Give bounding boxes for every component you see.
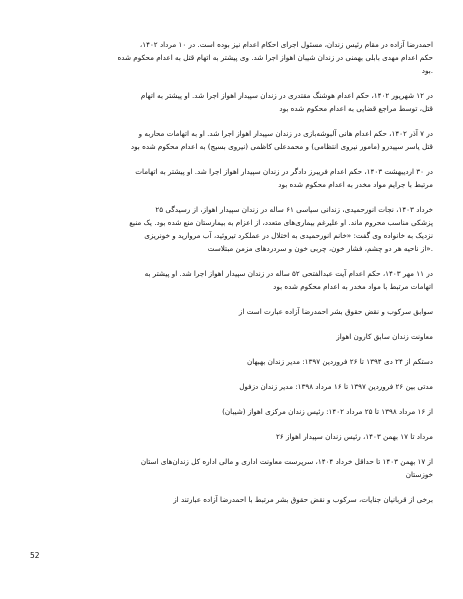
paragraph bbox=[30, 165, 433, 191]
paragraph bbox=[30, 127, 433, 153]
text-line: سوابق سرکوب و نقض حقوق بشر احمدرضا آزاده عبارت است از bbox=[238, 307, 433, 316]
text-line: حکم اعدام مهدی بابلی بهمنی در زندان شیبان اهواز اجرا شد. وی پیشتر به اتهام قتل به اعدام محکوم شده bbox=[117, 53, 433, 62]
paragraph bbox=[30, 89, 433, 115]
paragraph bbox=[30, 38, 433, 77]
text-line: در ۳۰ اردیبهشت ۱۴۰۳، حکم اعدام فریبرز دادگر در زندان سپیدار اهواز اجرا شد. او پیشتر به اتهامات bbox=[135, 167, 433, 176]
text-line: معاونت زندان سابق کارون اهواز bbox=[336, 332, 433, 341]
text-line: پزشکی مناسب محروم ماند. او علیرغم بیماری‌های متعدد، از اعزام به بیمارستان منع شده بود. یک منبع bbox=[129, 218, 433, 227]
paragraph bbox=[30, 305, 433, 318]
document-body bbox=[30, 38, 433, 518]
text-line: از ۱۷ بهمن ۱۴۰۳ تا حداقل خرداد ۱۴۰۴، سرپرست معاونت اداری و مالی اداره کل زندان‌های استان bbox=[140, 457, 433, 466]
page-number: 52 bbox=[30, 551, 40, 560]
text-line: .بود bbox=[421, 66, 433, 75]
text-line: دستکم از ۲۴ دی ۱۳۹۴ تا ۲۶ فروردین ۱۳۹۷: مدیر زندان بهبهان bbox=[247, 357, 433, 366]
text-line: در ۱۲ شهریور ۱۴۰۲، حکم اعدام هوشنگ مقتدری در زندان سپیدار اهواز اجرا شد. او پیشتر به اتهام bbox=[140, 91, 433, 100]
text-line: مدتی بین ۲۶ فروردین ۱۳۹۷ تا ۱۶ مرداد ۱۳۹۸: مدیر زندان دزفول bbox=[239, 382, 433, 391]
paragraph bbox=[30, 493, 433, 506]
paragraph bbox=[30, 380, 433, 393]
text-line: خرداد ۱۴۰۳، نجات انورحمیدی، زندانی سیاسی ۶۱ ساله در زندان سپیدار اهواز، از رسیدگی ۲۵ bbox=[155, 205, 433, 214]
paragraph bbox=[30, 203, 433, 255]
text-line: قتل، توسط مراجع قضایی به اعدام محکوم شده بود bbox=[279, 104, 433, 113]
text-line: نزدیک به خانواده وی گفت: «خانم انورحمیدی به اختلال در عملکرد تیروئید، آب مروارید و خونریزی bbox=[144, 231, 433, 240]
text-line: مرتبط با جرایم مواد مخدر به اعدام محکوم شده بود bbox=[278, 180, 433, 189]
text-line: در ۱۱ مهر ۱۴۰۳، حکم اعدام آیت عبدالفتحی ۵۲ ساله در زندان سپیدار اهواز اجرا شد. او پیشتر به bbox=[144, 269, 433, 278]
text-line: اتهامات مرتبط با مواد مخدر به اعدام محکوم شده بود bbox=[273, 282, 433, 291]
text-line: مرداد تا ۱۷ بهمن ۱۴۰۳، رئیس زندان سپیدار اهواز ۲۶ bbox=[275, 432, 433, 441]
text-line: احمدرضا آزاده در مقام رئیس زندان، مسئول اجرای احکام اعدام نیز بوده است. در ۱۰ مرداد ۱۴۰۲، bbox=[139, 40, 433, 49]
paragraph bbox=[30, 455, 433, 481]
text-line: .«از ناحیه هر دو چشم، فشار خون، چربی خون و سردردهای مزمن مبتلاست bbox=[207, 244, 433, 253]
text-line: برخی از قربانیان جنایات، سرکوب و نقض حقوق بشر مرتبط با احمدرضا آزاده عبارتند از bbox=[173, 495, 433, 504]
paragraph bbox=[30, 405, 433, 418]
paragraph bbox=[30, 355, 433, 368]
text-line: از ۱۶ مرداد ۱۳۹۸ تا ۲۵ مرداد ۱۴۰۲: رئیس زندان مرکزی اهواز (شیبان) bbox=[222, 407, 433, 416]
text-line: خوزستان bbox=[405, 470, 433, 479]
paragraph bbox=[30, 430, 433, 443]
paragraph bbox=[30, 267, 433, 293]
text-line: در ۷ آذر ۱۴۰۲، حکم اعدام هانی آلبوشه‌بازی در زندان سپیدار اهواز اجرا شد. او به اتهامات محاربه و bbox=[138, 129, 433, 138]
text-line: قتل یاسر سپیدرو (مامور نیروی انتظامی) و محمدعلی کاظمی (نیروی بسیج) به اعدام محکوم شده بود bbox=[130, 142, 433, 151]
paragraph bbox=[30, 330, 433, 343]
